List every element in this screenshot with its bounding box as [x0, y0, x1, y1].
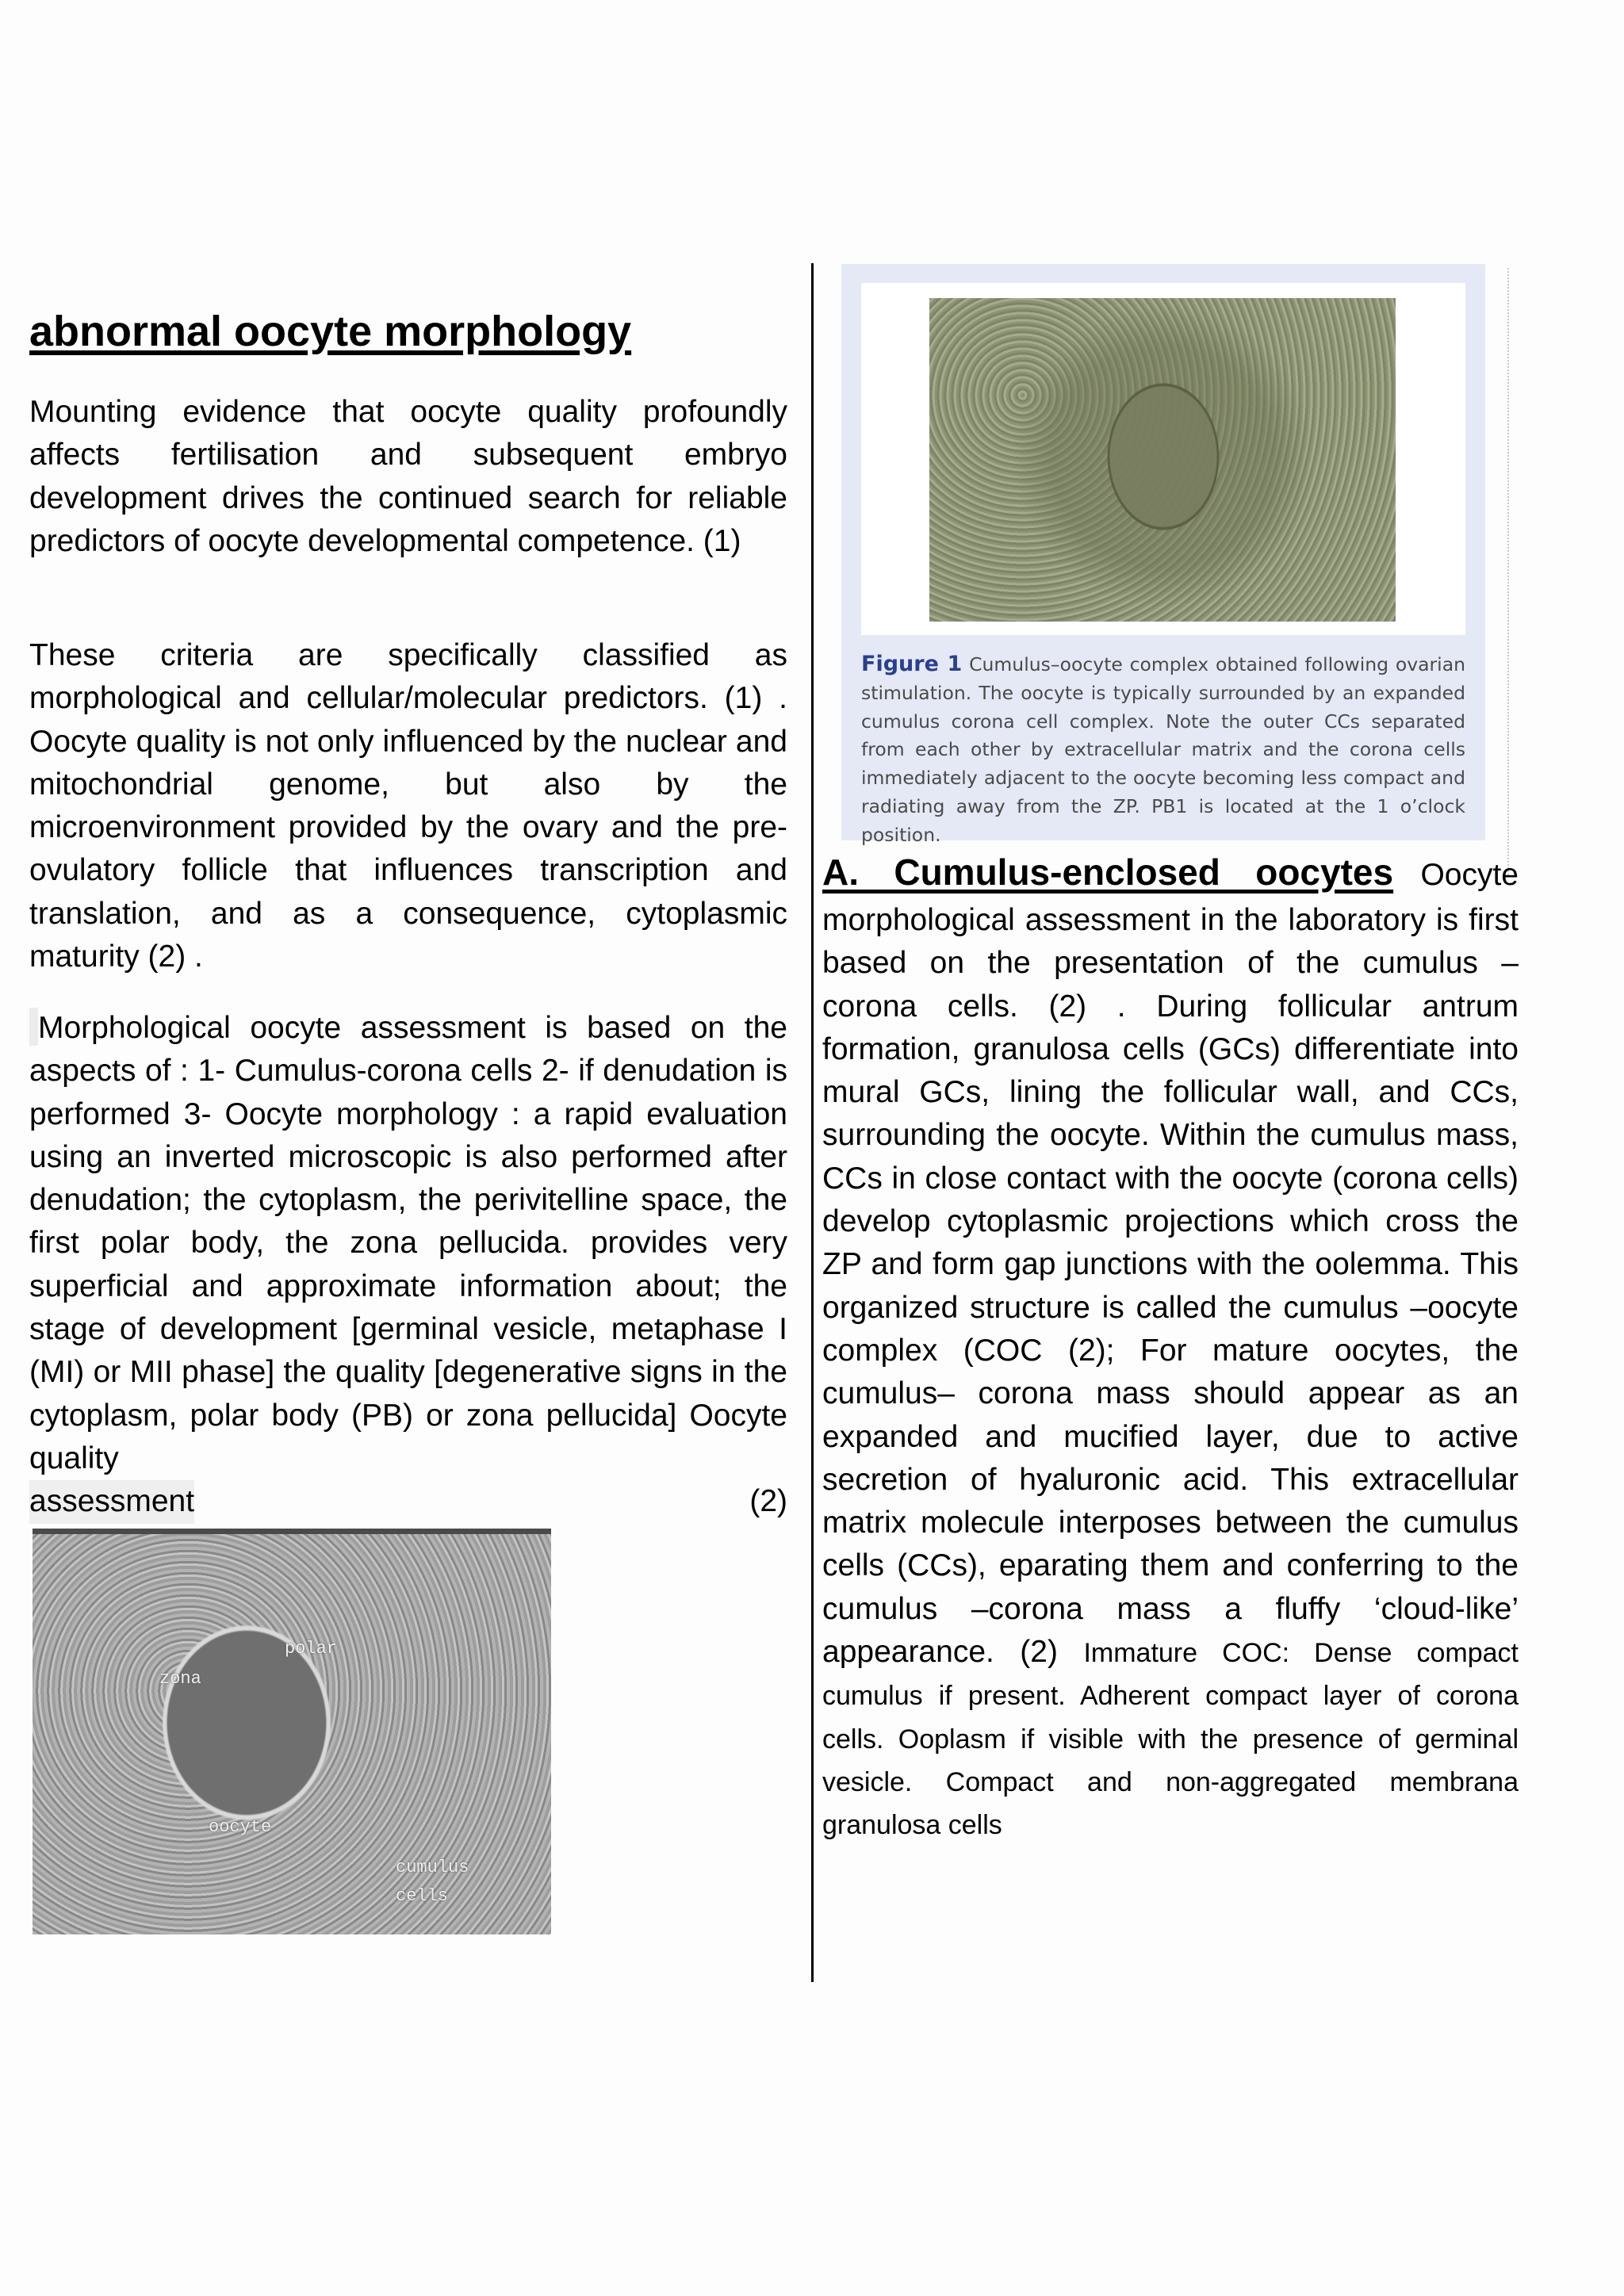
cumulus-oocyte-complex-image	[929, 298, 1396, 622]
column-divider	[811, 263, 814, 1982]
image-label-zona: zona	[159, 1669, 201, 1689]
image-label-cells: cells	[396, 1886, 449, 1906]
oocyte-microscopy-image	[33, 1529, 551, 1934]
section-heading-title: A. Cumulus-enclosed oocytes	[822, 851, 1394, 893]
image-top-border	[33, 1529, 551, 1534]
figure-caption-text: Cumulus–oocyte complex obtained following ovarian stimulation. The oocyte is typically surrounded by an expanded cumulus corona cell complex. Note the outer CCs separated from each other by extracellular matrix and the corona cells immediately adjacent to the oocyte becoming less compact and radiating away from the ZP. PB1 is located at the 1 o’clock position.	[861, 653, 1465, 846]
paragraph-last-line	[29, 1480, 787, 1523]
text-selection-marker	[29, 1008, 38, 1046]
dotted-guide-line	[1507, 268, 1509, 875]
paragraph-cumulus-enclosed	[822, 899, 1519, 1846]
highlighted-word-assessment: assessment	[29, 1480, 194, 1523]
paragraph-morphological-assessment	[29, 1007, 787, 1524]
section-heading-cumulus-enclosed	[822, 847, 1519, 901]
image-label-cumulus: cumulus	[396, 1858, 469, 1877]
section-heading-abnormal-oocyte-morphology: abnormal oocyte morphology	[29, 308, 632, 355]
section-heading-tail: Oocyte	[1420, 858, 1519, 892]
paragraph-predictor-criteria: These criteria are specifically classified as morphological and cellular/molecular predictors. (1) . Oocyte quality is not only influenced by the nuclear and mitochondrial genome, but also by the microenvironment provided by the ovary and the pre-ovulatory follicle that influences transcription and translation, and as a consequence, cytoplasmic maturity (2) .	[29, 638, 787, 974]
reference-citation: (2)	[749, 1484, 787, 1519]
figure-caption	[861, 650, 1465, 850]
paragraph-oocyte-quality-evidence: Mounting evidence that oocyte quality profoundly affects fertilisation and subsequent embryo development drives the continued search for reliable predictors of oocyte developmental competence. (1)	[29, 395, 787, 558]
paragraph-immature-coc: Immature COC: Dense compact cumulus if present. Adherent compact layer of corona cells. Ooplasm if visible with the presence of germinal vesicle. Compact and non-aggregated membrana granulosa cells	[822, 1638, 1519, 1841]
figure-caption-label: Figure 1	[861, 652, 963, 676]
image-label-polar: polar	[285, 1639, 338, 1659]
paragraph-morphological-assessment-text: Morphological oocyte assessment is based on the aspects of : 1- Cumulus-corona cells 2- if denudation is performed 3- Oocyte morphology : a rapid evaluation using an inverted microscopic is also performed after denudation; the cytoplasm, the perivitelline space, the first polar body, the zona pellucida. provides very superficial and approximate information about; the stage of development [germinal vesicle, metaphase I (MI) or MII phase] the quality [degenerative signs in the cytoplasm, polar body (PB) or zona pellucida] Oocyte quality	[29, 1011, 787, 1475]
paragraph-cumulus-main: morphological assessment in the laboratory is first based on the presentation of the cumulus – corona cells. (2) . During follicular antrum formation, granulosa cells (GCs) differentiate into mural GCs, lining the follicular wall, and CCs, surrounding the oocyte. Within the cumulus mass, CCs in close contact with the oocyte (corona cells) develop cytoplasmic projections which cross the ZP and form gap junctions with the oolemma. This organized structure is called the cumulus –oocyte complex (COC (2); For mature oocytes, the cumulus– corona mass should appear as an expanded and mucified layer, due to active secretion of hyaluronic acid. This extracellular matrix molecule interposes between the cumulus cells (CCs), eparating them and conferring to the cumulus –corona mass a fluffy ‘cloud-like’ appearance. (2)	[822, 903, 1519, 1670]
image-label-oocyte: oocyte	[209, 1817, 272, 1837]
